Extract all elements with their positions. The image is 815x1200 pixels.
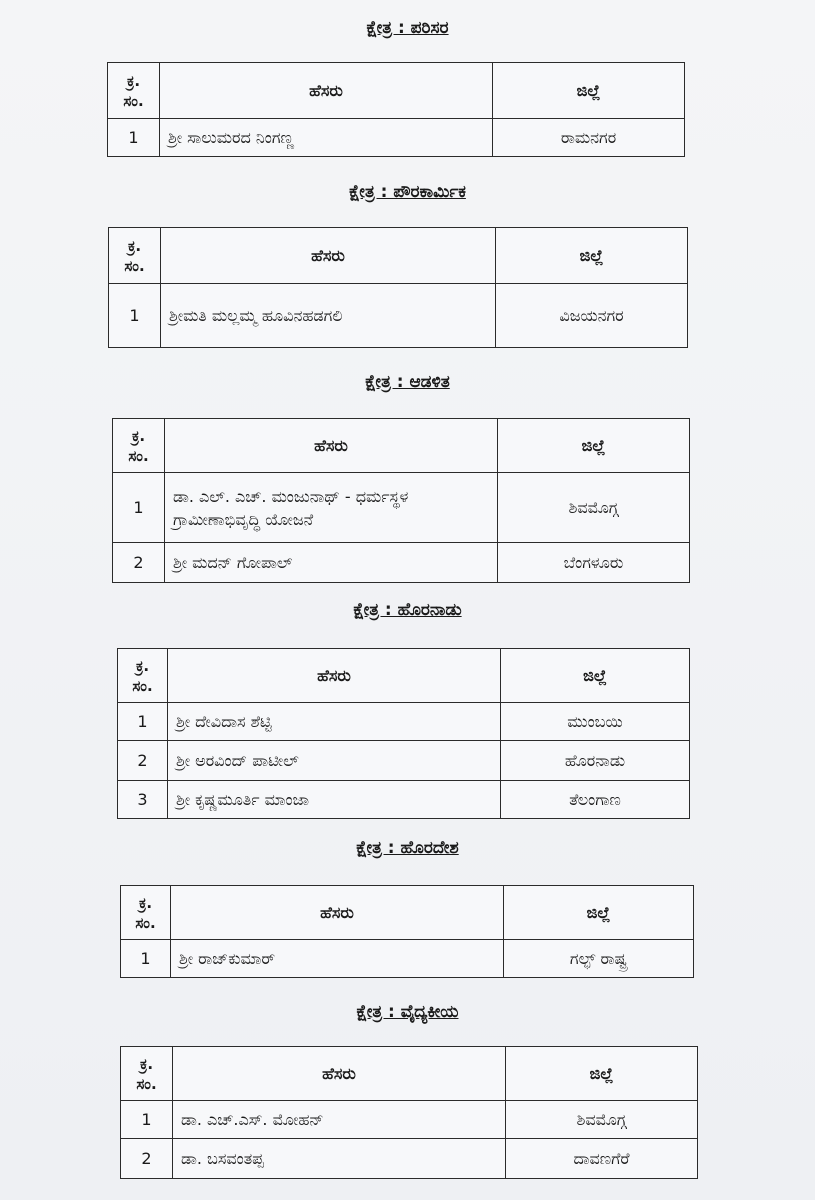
section-title-medical: ಕ್ಷೇತ್ರ : ವೈದ್ಯಕೀಯ (356, 1002, 459, 1022)
row-number: 1 (113, 473, 165, 543)
row-number: 3 (118, 781, 168, 819)
row-district: ಶಿವಮೊಗ್ಗ (498, 473, 690, 543)
row-number: 1 (121, 1101, 173, 1139)
section-title-sanitation: ಕ್ಷೇತ್ರ : ಪೌರಕಾರ್ಮಿಕ (349, 182, 466, 202)
header-sl: ಕ್ರ. ಸಂ. (121, 886, 171, 940)
row-name: ಶ್ರೀ ಕೃಷ್ಣಮೂರ್ತಿ ಮಾಂಜಾ (168, 781, 501, 819)
row-number: 1 (109, 284, 161, 348)
header-district: ಜಿಲ್ಲೆ (506, 1047, 698, 1101)
row-district: ದಾವಣಗೆರೆ (506, 1139, 698, 1179)
header-name: ಹೆಸರು (161, 228, 496, 284)
table-administration (112, 418, 690, 583)
table-row (121, 1101, 698, 1139)
table-row (118, 781, 690, 819)
header-name: ಹೆಸರು (173, 1047, 506, 1101)
section-title-abroad: ಕ್ಷೇತ್ರ : ಹೊರದೇಶ (356, 838, 459, 858)
section-title-horanadu: ಕ್ಷೇತ್ರ : ಹೊರನಾಡು (353, 600, 462, 620)
row-number: 1 (108, 119, 160, 157)
table-abroad (120, 885, 694, 978)
table-sanitation (108, 227, 688, 348)
row-number: 1 (121, 940, 171, 978)
row-number: 1 (118, 703, 168, 741)
row-district: ಶಿವಮೊಗ್ಗ (506, 1101, 698, 1139)
header-sl: ಕ್ರ. ಸಂ. (109, 228, 161, 284)
header-sl: ಕ್ರ. ಸಂ. (121, 1047, 173, 1101)
row-district: ತೆಲಂಗಾಣ (501, 781, 690, 819)
section-title-administration: ಕ್ಷೇತ್ರ : ಆಡಳಿತ (365, 372, 450, 392)
table-row (113, 543, 690, 583)
row-name: ಡಾ. ಬಸವಂತಪ್ಪ (173, 1139, 506, 1179)
row-number: 2 (118, 741, 168, 781)
header-name: ಹೆಸರು (160, 63, 493, 119)
table-row (113, 473, 690, 543)
row-district: ರಾಮನಗರ (493, 119, 685, 157)
table-row (109, 284, 688, 348)
header-name: ಹೆಸರು (168, 649, 501, 703)
row-name: ಶ್ರೀ ಸಾಲುಮರದ ನಿಂಗಣ್ಣ (160, 119, 493, 157)
header-sl: ಕ್ರ. ಸಂ. (108, 63, 160, 119)
row-name: ಡಾ. ಎಚ್.ಎಸ್. ಮೋಹನ್ (173, 1101, 506, 1139)
header-name: ಹೆಸರು (165, 419, 498, 473)
table-row (118, 703, 690, 741)
row-name: ಡಾ. ಎಲ್. ಎಚ್. ಮಂಜುನಾಥ್ - ಧರ್ಮಸ್ಥಳ ಗ್ರಾಮೀಣಾಭಿವೃದ್ಧಿ ಯೋಜನೆ (165, 473, 498, 543)
header-sl: ಕ್ರ. ಸಂ. (118, 649, 168, 703)
table-environment (107, 62, 685, 157)
header-district: ಜಿಲ್ಲೆ (501, 649, 690, 703)
table-row (121, 940, 694, 978)
row-number: 2 (113, 543, 165, 583)
row-name: ಶ್ರೀ ಮದನ್ ಗೋಪಾಲ್ (165, 543, 498, 583)
header-district: ಜಿಲ್ಲೆ (493, 63, 685, 119)
row-name: ಶ್ರೀ ದೇವಿದಾಸ ಶೆಟ್ಟಿ (168, 703, 501, 741)
header-sl: ಕ್ರ. ಸಂ. (113, 419, 165, 473)
table-row (108, 119, 685, 157)
table-row (121, 1139, 698, 1179)
row-name: ಶ್ರೀ ಅರವಿಂದ್ ಪಾಟೀಲ್ (168, 741, 501, 781)
row-name: ಶ್ರೀ ರಾಜ್‌ಕುಮಾರ್ (171, 940, 504, 978)
row-district: ಮುಂಬಯಿ (501, 703, 690, 741)
table-medical (120, 1046, 698, 1179)
header-name: ಹೆಸರು (171, 886, 504, 940)
header-district: ಜಿಲ್ಲೆ (498, 419, 690, 473)
row-district: ಬೆಂಗಳೂರು (498, 543, 690, 583)
row-district: ಗಲ್ಫ್ ರಾಷ್ಟ್ರ (504, 940, 694, 978)
row-district: ವಿಜಯನಗರ (496, 284, 688, 348)
row-name: ಶ್ರೀಮತಿ ಮಲ್ಲಮ್ಮ ಹೂವಿನಹಡಗಲಿ (161, 284, 496, 348)
table-horanadu (117, 648, 690, 819)
header-district: ಜಿಲ್ಲೆ (504, 886, 694, 940)
row-district: ಹೊರನಾಡು (501, 741, 690, 781)
header-district: ಜಿಲ್ಲೆ (496, 228, 688, 284)
section-title-environment: ಕ್ಷೇತ್ರ : ಪರಿಸರ (366, 18, 449, 38)
table-row (118, 741, 690, 781)
row-number: 2 (121, 1139, 173, 1179)
